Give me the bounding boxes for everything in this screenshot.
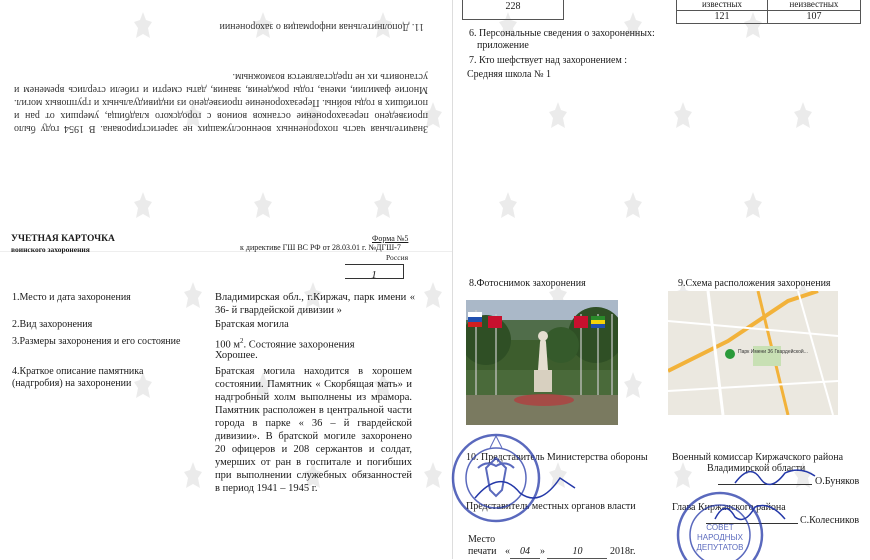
watermark-icon [545, 100, 571, 130]
seal-label: печати « 04 » 10 2018г. [468, 546, 636, 557]
head-name: С.Колесников [800, 515, 860, 526]
field3-label: 3.Размеры захоронения и его состояние [12, 336, 181, 347]
watermark-icon [495, 190, 521, 220]
map-pin-label: Парк Имени 36 Гвардейской... [738, 349, 808, 355]
additional-info-text: Значительная часть похороненных военнослужащих не зарегистрирована. В 1954 году было произведено перезахоронение останков воинов с городского кладбища, умерших от ран и погибших в годы войны. Перезахоронение произведено из индивидуальных и групповых могил. Многие фамилии, имена, годы рождения, звания, даты смерти и гибели стерлись временем и установить их не представляется возможным. [14, 71, 428, 134]
field2-value: Братская могила [215, 319, 289, 330]
rep-ministry-label: 10. Представитель Министерства обороны [466, 452, 648, 463]
watermark-icon [670, 100, 696, 130]
field4-value: Братская могила находится в хорошем состоянии. Памятник « Скорбящая мать» и надгробный холм выполнены из мрамора. Памятник расположен в центральной части города в парке « 36 – й гвардейской дивизии». В братской могиле захоронено 20 офицеров и 208 сержантов и солдат, умерших от ран в госпитале и погибших при выполнении служебных обязанностей в период 1941 – 1945 г. [215, 366, 412, 494]
additional-info-upside-down [6, 20, 436, 135]
ministry-signature [470, 468, 580, 508]
commissar-name: О.Буняков [815, 476, 860, 487]
photo-label: 8.Фотоснимок захоронения [469, 278, 586, 289]
seal-place-label: Место [468, 534, 496, 545]
table-unknown-value: 107 [767, 10, 861, 24]
watermark-icon [250, 190, 276, 220]
field2-label: 2.Вид захоронения [12, 319, 93, 330]
watermark-icon [370, 190, 396, 220]
watermark-icon [420, 460, 446, 490]
field3-value-b: . Состояние захоронения [243, 339, 355, 351]
date-month: 10 [547, 546, 607, 559]
field3-state: Хорошее. [215, 350, 258, 361]
field4-label-a: 4.Краткое описание памятника [12, 366, 144, 377]
field1-value: Владимирская обл., г.Киржач, парк имени « 36- й гвардейской дивизии » [215, 292, 415, 316]
watermark-icon [620, 190, 646, 220]
head-title: Глава Киржачского района [672, 502, 786, 513]
commissar-title-b: Владимирской области [707, 463, 806, 474]
commissar-signature [730, 458, 820, 488]
card-title: УЧЕТНАЯ КАРТОЧКА [11, 234, 115, 244]
item6-label: 6. Персональные сведения о захороненных: [469, 28, 655, 39]
field4-label-b: (надгробия) на захоронении [12, 378, 132, 389]
burial-map [668, 291, 838, 415]
field3-superscript: 2 [240, 337, 244, 345]
seal-word: печати [468, 546, 497, 557]
rep-local-label: Представитель местных органов власти [466, 501, 636, 512]
watermark-icon [420, 280, 446, 310]
watermark-icon [620, 370, 646, 400]
table-unknown-header: неизвестных [767, 0, 861, 11]
watermark-icon [670, 460, 696, 490]
form-number: Форма №5 [372, 234, 409, 243]
table-known-header: известных [676, 0, 768, 11]
table-total-cell: 228 [462, 0, 564, 20]
map-label: 9.Схема расположения захоронения [678, 278, 831, 289]
commissar-title-a: Военный комиссар Киржачского района [672, 452, 844, 463]
country-text: Россия [386, 253, 409, 262]
card-number-box [345, 264, 404, 279]
additional-info-heading: 11. Дополнительная информация о захоронении [219, 21, 424, 32]
date-year: 2018г. [609, 546, 636, 557]
item7-label: 7. Кто шефствует над захоронением : [469, 55, 628, 66]
svg-text:СОВЕТ: СОВЕТ [706, 523, 734, 532]
directive-text: к директиве ГШ ВС РФ от 28.03.01 г. №ДГШ-7 [240, 243, 401, 252]
watermark-icon [740, 190, 766, 220]
card-subtitle: воинского захоронения [11, 245, 90, 254]
date-day: 04 [510, 546, 540, 559]
item7-value: Средняя школа № 1 [467, 69, 552, 80]
svg-text:НАРОДНЫХ: НАРОДНЫХ [697, 533, 743, 542]
svg-text:ДЕПУТАТОВ: ДЕПУТАТОВ [696, 543, 744, 552]
field3-value-a: 100 м [215, 339, 241, 351]
table-known-value: 121 [676, 10, 768, 24]
watermark-icon [790, 100, 816, 130]
watermark-icon [180, 460, 206, 490]
burial-photo [466, 300, 618, 425]
item6-sub: приложение [477, 40, 529, 51]
watermark-icon [130, 190, 156, 220]
card-number: 1 [371, 269, 377, 281]
head-signature [710, 497, 790, 527]
field1-label: 1.Место и дата захоронения [12, 292, 131, 303]
watermark-icon [180, 280, 206, 310]
